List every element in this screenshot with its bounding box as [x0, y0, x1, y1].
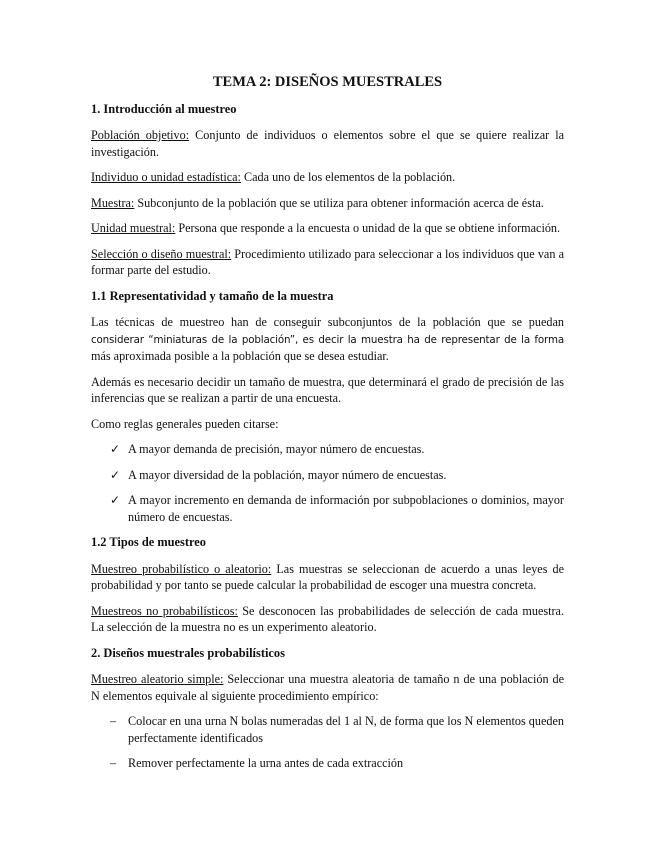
- list-item-text: Remover perfectamente la urna antes de cada extracción: [128, 756, 404, 770]
- term: Muestreos no probabilísticos:: [91, 603, 238, 618]
- term: Muestreo aleatorio simple:: [91, 672, 224, 686]
- list-item-text: A mayor incremento en demanda de información por subpoblaciones o dominios, mayor número de encuestas.: [128, 493, 564, 524]
- term: Unidad muestral:: [91, 221, 176, 235]
- dash-bullet-icon: –: [110, 714, 117, 728]
- list-item: [91, 441, 564, 458]
- definition-poblacion-objetivo: [91, 127, 564, 160]
- definition-text: Conjunto de individuos o elementos sobre el que se quiere realizar la investigación.: [91, 128, 564, 159]
- section-heading-intro: 1. Introducción al muestreo: [91, 101, 237, 116]
- term: Selección o diseño muestral:: [91, 246, 232, 261]
- definition-text: Seleccionar una muestra aleatoria de tamaño n de una población de N elementos equivale al siguiente procedimiento empírico:: [91, 672, 564, 703]
- definition-text: Cada uno de los elementos de la población.: [240, 170, 456, 184]
- definition-text: Se desconocen las probabilidades de selección de cada muestra. La selección de la muestra no es un experimento aleatorio.: [91, 603, 565, 634]
- definition-muestreo-probabilistico: [91, 561, 564, 594]
- definition-muestra: [91, 195, 564, 212]
- section-heading-disenos: 2. Diseños muestrales probabilísticos: [91, 645, 285, 660]
- section-heading-representatividad: 1.1 Representatividad y tamaño de la muestra: [91, 288, 334, 303]
- definition-muestreo-no-probabilistico: [91, 603, 564, 636]
- definition-unidad-muestral: [91, 220, 564, 237]
- paragraph-tamano-muestra: Además es necesario decidir un tamaño de muestra, que determinará el grado de precisión de las inferencias que se realizan a partir de una encuesta.: [91, 374, 564, 405]
- list-item: [91, 713, 564, 746]
- list-item: [91, 467, 564, 484]
- section-heading-tipos: 1.2 Tipos de muestreo: [91, 535, 206, 549]
- definition-muestreo-aleatorio-simple: [91, 671, 564, 704]
- list-item-text: Colocar en una urna N bolas numeradas del 1 al N, de forma que los N elementos queden perfectamente identificados: [128, 714, 564, 745]
- definition-text: Las muestras se seleccionan de acuerdo a unas leyes de probabilidad y por tanto se puede calcular la probabilidad de escoger una muestra concreta.: [91, 561, 564, 592]
- list-item: [91, 755, 564, 772]
- definition-seleccion-muestral: [91, 246, 564, 279]
- term: Muestreo probabilístico o aleatorio:: [91, 561, 272, 576]
- definition-text: Persona que responde a la encuesta o unidad de la que se obtiene información.: [175, 221, 561, 235]
- steps-list: [91, 713, 564, 772]
- rules-list: [91, 441, 564, 525]
- page-title: TEMA 2: DISEÑOS MUESTRALES: [212, 74, 443, 90]
- term: Población objetivo:: [91, 128, 190, 142]
- list-item-text: A mayor demanda de precisión, mayor número de encuestas.: [128, 442, 425, 456]
- checkmark-icon: ✓: [110, 493, 121, 507]
- term: Muestra:: [91, 195, 135, 210]
- document-page: [91, 74, 564, 781]
- text-line-handwritten-style: considerar “miniaturas de la población”, es decir la muestra ha de representar de la forma: [91, 333, 564, 346]
- checkmark-icon: ✓: [110, 467, 121, 482]
- text-line: Las técnicas de muestreo han de conseguir subconjuntos de la población que se puedan: [91, 315, 564, 329]
- term: Individuo o unidad estadística:: [91, 170, 241, 184]
- definition-text: Subconjunto de la población que se utiliza para obtener información acerca de ésta.: [134, 195, 544, 210]
- paragraph-reglas: Como reglas generales pueden citarse:: [91, 416, 279, 431]
- list-item: [91, 492, 564, 525]
- definition-text: Procedimiento utilizado para seleccionar a los individuos que van a formar parte del estudio.: [91, 246, 564, 277]
- checkmark-icon: ✓: [110, 442, 121, 456]
- dash-bullet-icon: –: [110, 756, 117, 770]
- list-item-text: A mayor diversidad de la población, mayor número de encuestas.: [128, 467, 447, 482]
- definition-individuo: [91, 169, 564, 186]
- paragraph-tecnicas-muestreo: [91, 314, 564, 365]
- text-line: más aproximada posible a la población que se desea estudiar.: [91, 349, 389, 363]
